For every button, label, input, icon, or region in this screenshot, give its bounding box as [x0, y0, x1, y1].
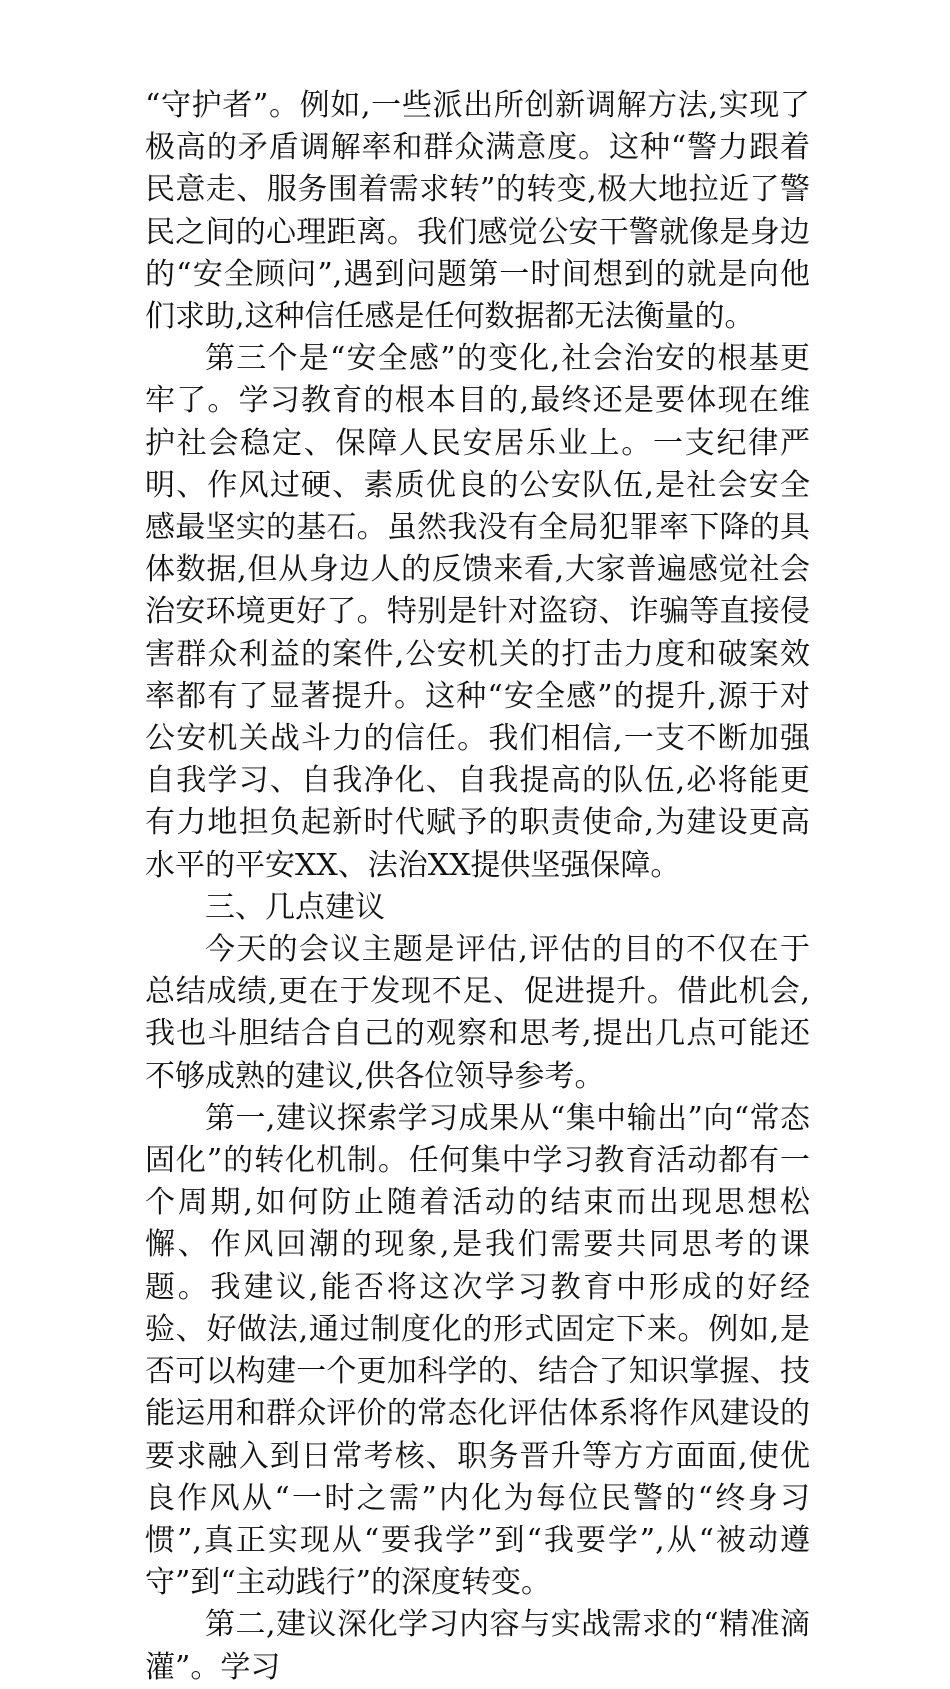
document-page [145, 85, 810, 1689]
section-heading-suggestions: 三、几点建议 [205, 889, 385, 925]
paragraph-sense-of-security: 第三个是“安全感”的变化,社会治安的根基更牢了。学习教育的根本目的,最终还是要体现在维护社会稳定、保障人民安居乐业上。一支纪律严明、作风过硬、素质优良的公安队伍,是社会安全感最坚实的基石。虽然我没有全局犯罪率下降的具体数据,但从身边人的反馈来看,大家普遍感觉社会治安环境更好了。特别是针对盗窃、诈骗等直接侵害群众利益的案件,公安机关的打击力度和破案效率都有了显著提升。这种“安全感”的提升,源于对公安机关战斗力的信任。我们相信,一支不断加强自我学习、自我净化、自我提高的队伍,必将能更有力地担负起新时代赋予的职责使命,为建设更高水平的平安XX、法治XX提供坚强保障。 [145, 341, 810, 883]
paragraph-meeting-theme: 今天的会议主题是评估,评估的目的不仅在于总结成绩,更在于发现不足、促进提升。借此机会,我也斗胆结合自己的观察和思考,提出几点可能还不够成熟的建议,供各位领导参考。 [145, 932, 810, 1094]
paragraph-guardian: “守护者”。例如,一些派出所创新调解方法,实现了极高的矛盾调解率和群众满意度。这种“警力跟着民意走、服务围着需求转”的转变,极大地拉近了警民之间的心理距离。我们感觉公安干警就像是身边的“安全顾问”,遇到问题第一时间想到的就是向他们求助,这种信任感是任何数据都无法衡量的。 [145, 88, 810, 335]
paragraph-suggestion-two: 第二,建议深化学习内容与实战需求的“精准滴灌”。学习 [145, 1607, 810, 1685]
paragraph-suggestion-one: 第一,建议探索学习成果从“集中输出”向“常态固化”的转化机制。任何集中学习教育活动都有一个周期,如何防止随着活动的结束而出现思想松懈、作风回潮的现象,是我们需要共同思考的课题。我建议,能否将这次学习教育中形成的好经验、好做法,通过制度化的形式固定下来。例如,是否可以构建一个更加科学的、结合了知识掌握、技能运用和群众评价的常态化评估体系将作风建设的要求融入到日常考核、职务晋升等方方面面,使优良作风从“一时之需”内化为每位民警的“终身习惯”,真正实现从“要我学”到“我要学”,从“被动遵守”到“主动践行”的深度转变。 [145, 1100, 810, 1601]
